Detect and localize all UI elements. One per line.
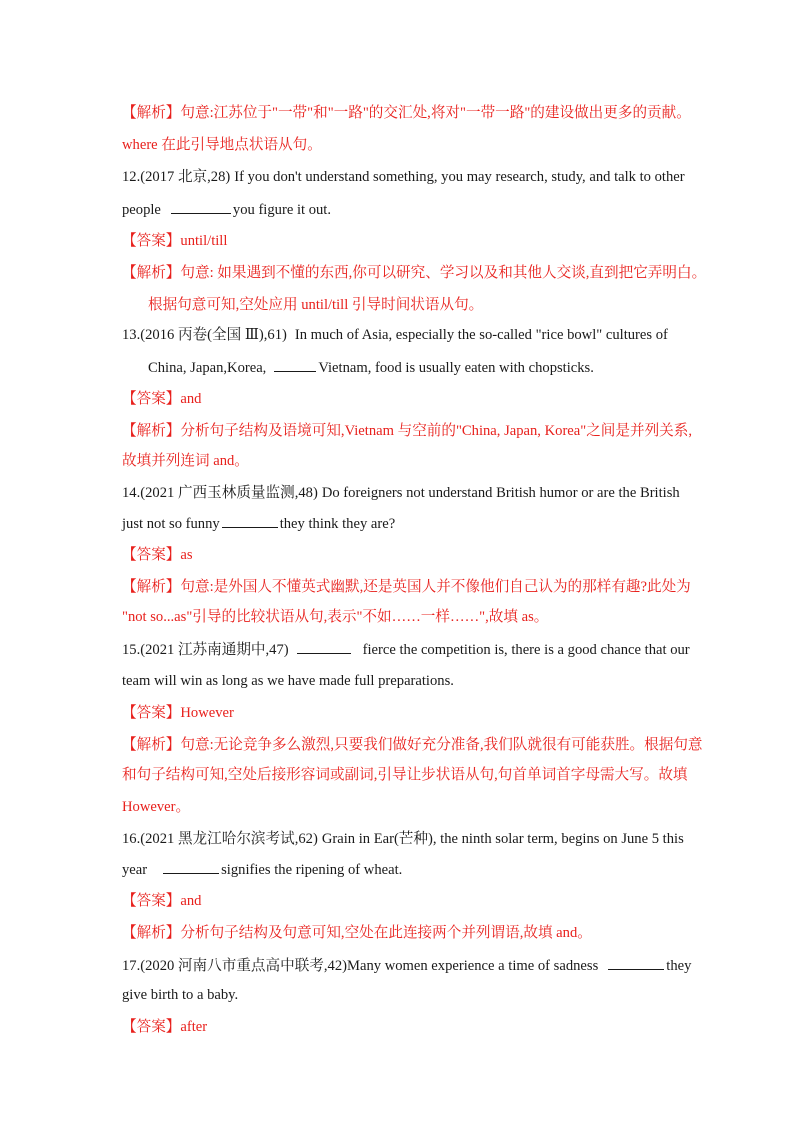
answer-line: 【答案】However [122,705,234,721]
explanation-line: However。 [122,799,191,815]
question-12-cont: people you figure it out. [122,199,331,220]
question-16-cont: year signifies the ripening of wheat. [122,859,402,880]
answer-blank [274,357,316,372]
answer-blank [171,199,231,214]
answer-line: 【答案】after [122,1019,208,1035]
answer-blank [608,955,664,970]
question-14: 14.(2021 广西玉林质量监测,48) Do foreigners not understand British humor or are the British [122,485,680,501]
question-17-cont: give birth to a baby. [122,987,239,1003]
explanation-line: 【解析】分析句子结构及句意可知,空处在此连接两个并列谓语,故填 and。 [122,925,592,941]
question-15-cont: team will win as long as we have made full preparations. [122,673,454,689]
explanation-line: 【解析】分析句子结构及语境可知,Vietnam 与空前的"China, Japan, Korea"之间是并列关系, [122,423,693,439]
answer-blank [222,513,278,528]
question-12: 12.(2017 北京,28) If you don't understand something, you may research, study, and talk to other [122,169,685,185]
question-14-cont: just not so funny they think they are? [122,513,395,534]
answer-blank [297,639,351,654]
question-13-cont: China, Japan,Korea, Vietnam, food is usually eaten with chopsticks. [148,357,594,378]
answer-line: 【答案】until/till [122,233,228,249]
answer-line: 【答案】and [122,893,202,909]
question-13: 13.(2016 丙卷(全国 Ⅲ),61) In much of Asia, especially the so-called "rice bowl" cultures of [122,327,668,343]
explanation-line: 【解析】句意: 如果遇到不懂的东西,你可以研究、学习以及和其他人交谈,直到把它弄明白。 [122,265,707,281]
explanation-line: 故填并列连词 and。 [122,453,249,469]
answer-line: 【答案】as [122,547,193,563]
question-16: 16.(2021 黑龙江哈尔滨考试,62) Grain in Ear(芒种), the ninth solar term, begins on June 5 this [122,831,684,847]
explanation-line: 【解析】句意:是外国人不懂英式幽默,还是英国人并不像他们自己认为的那样有趣?此处为 [122,579,691,595]
explanation-line: 【解析】句意:江苏位于"一带"和"一路"的交汇处,将对"一带一路"的建设做出更多的贡献。 [122,105,691,121]
answer-line: 【答案】and [122,391,202,407]
answer-blank [163,859,219,874]
explanation-tag: 【解析】 [122,105,181,121]
explanation-line: 【解析】句意:无论竞争多么激烈,只要我们做好充分准备,我们队就很有可能获胜。根据句意 [122,737,703,753]
explanation-line: "not so...as"引导的比较状语从句,表示"不如……一样……",故填 as。 [122,609,549,625]
question-15: 15.(2021 江苏南通期中,47) fierce the competition is, there is a good chance that our [122,639,690,660]
explanation-line: 和句子结构可知,空处后接形容词或副词,引导让步状语从句,句首单词首字母需大写。故填 [122,767,688,783]
question-17: 17.(2020 河南八市重点高中联考,42)Many women experience a time of sadness they [122,955,691,976]
explanation-line: 根据句意可知,空处应用 until/till 引导时间状语从句。 [148,297,484,313]
explanation-line: where 在此引导地点状语从句。 [122,137,322,153]
